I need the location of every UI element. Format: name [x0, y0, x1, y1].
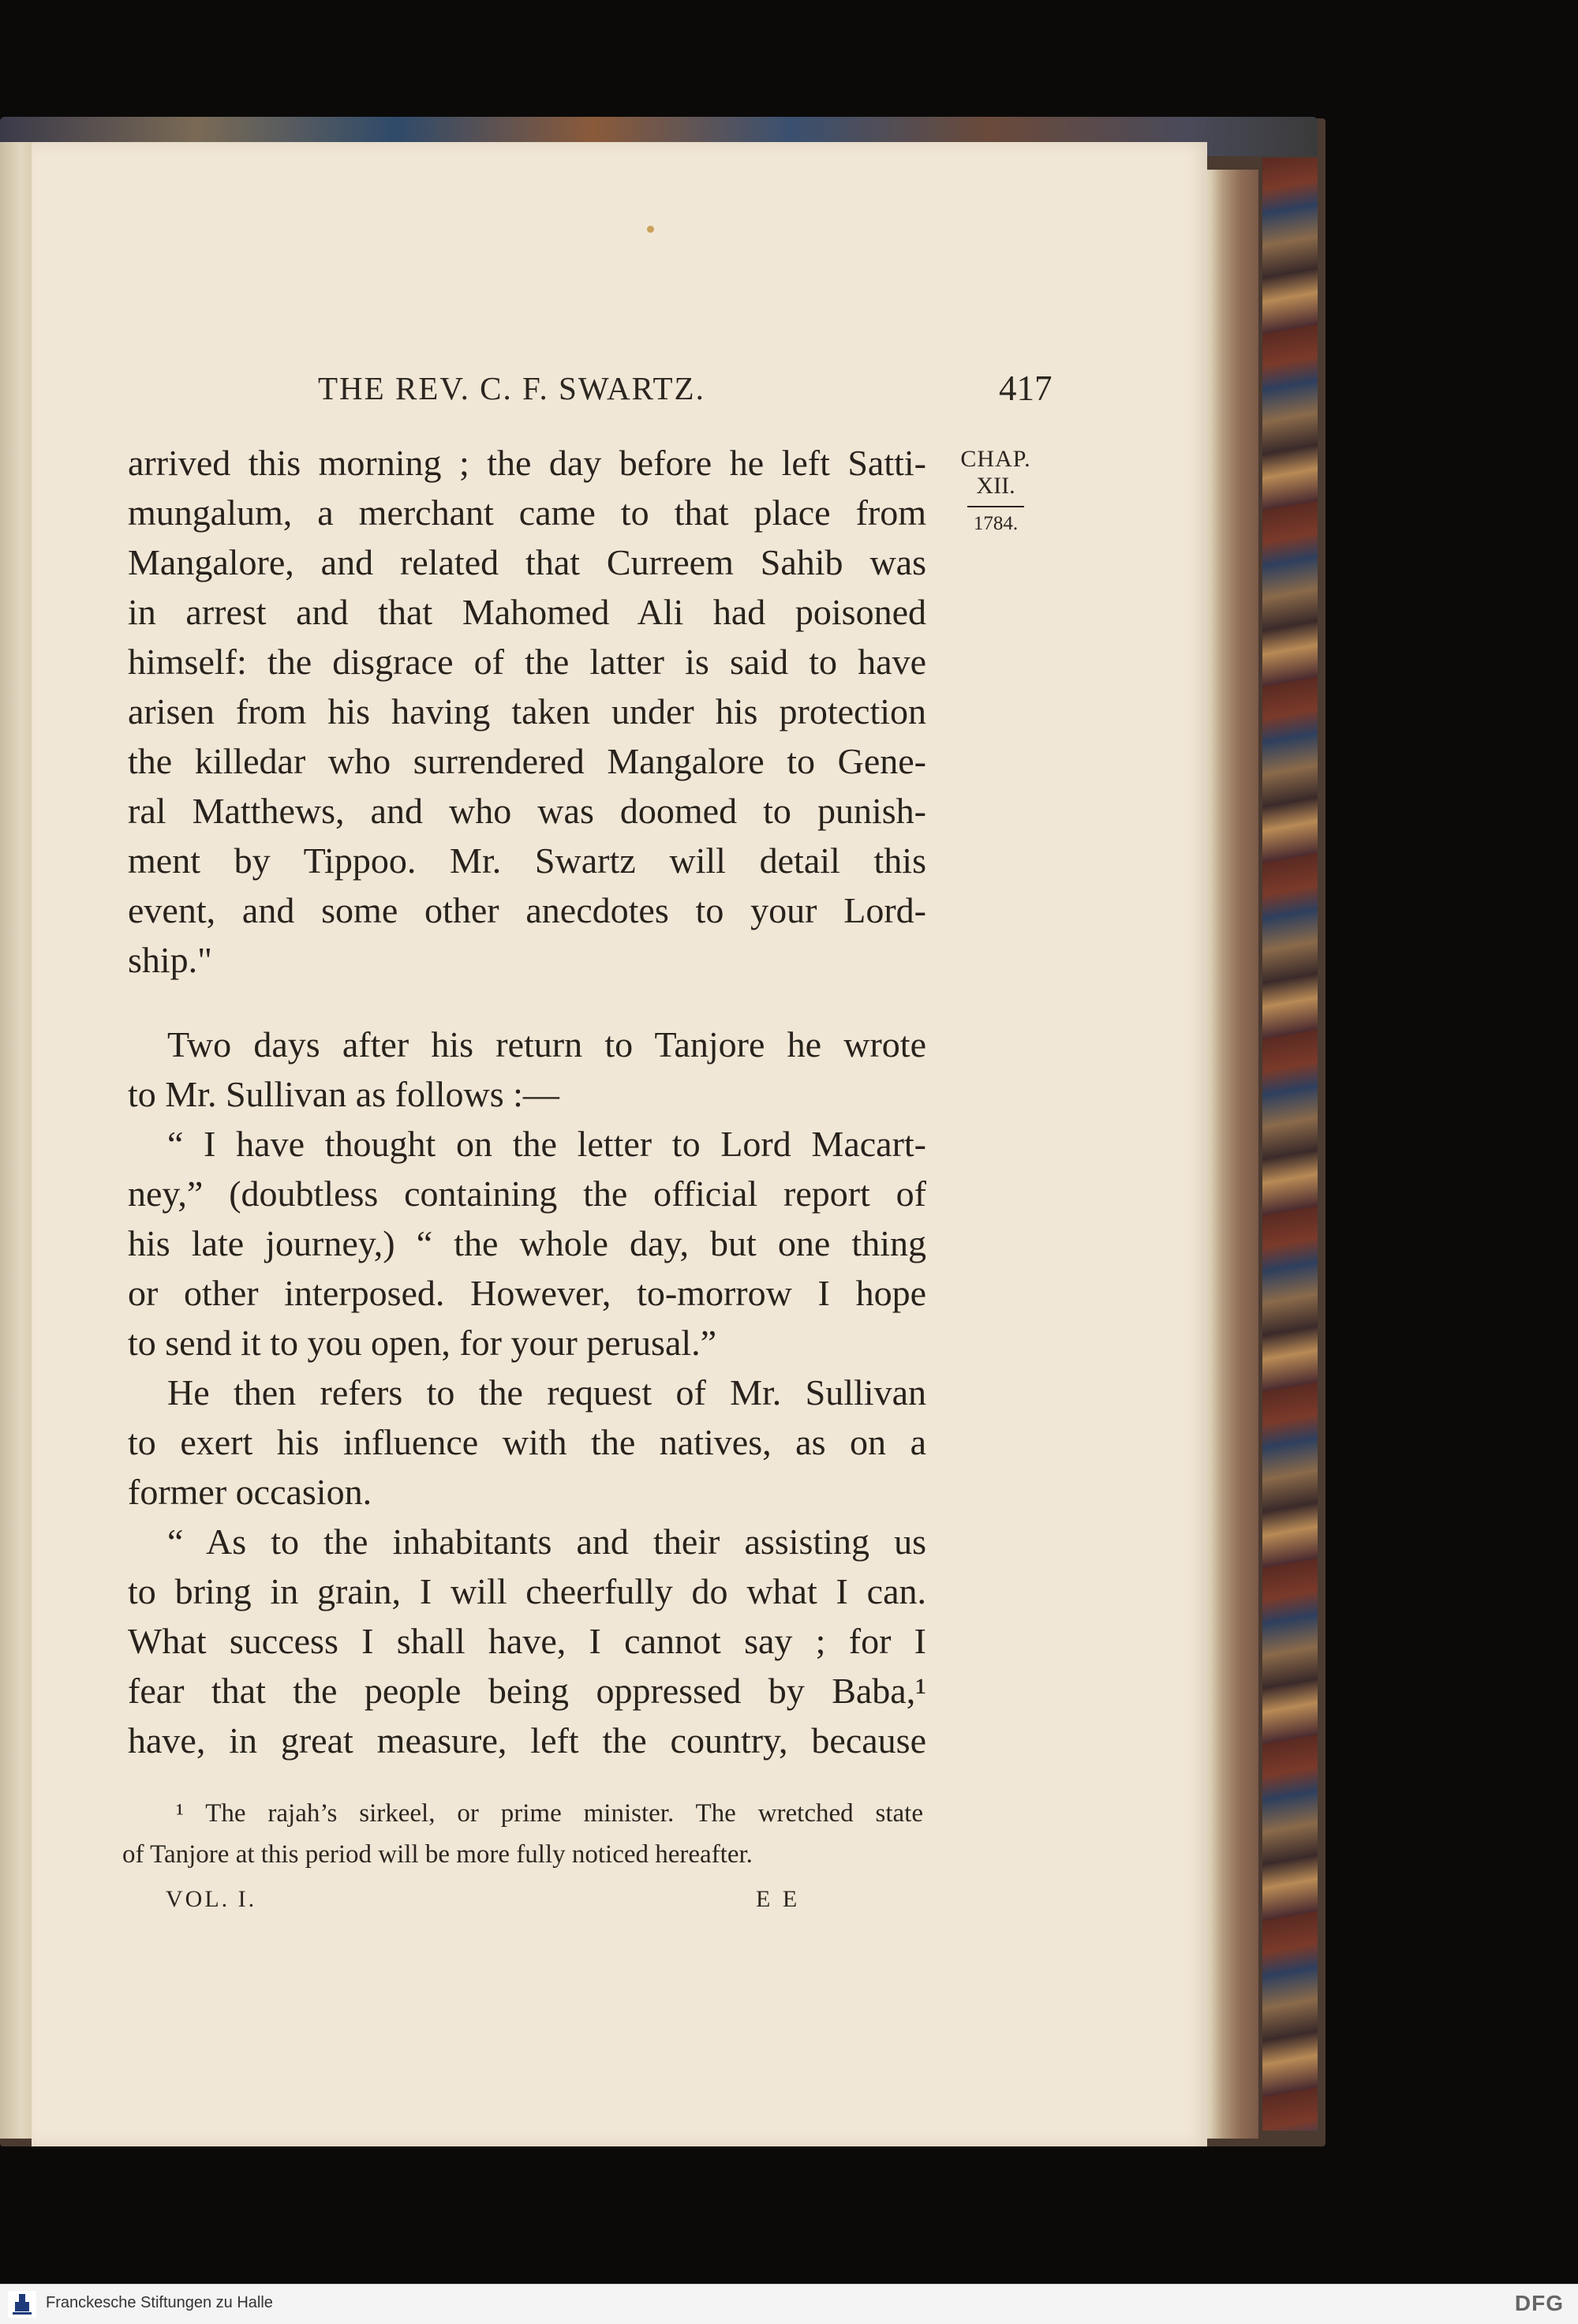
- text-line: have, in great measure, left the country, because: [128, 1720, 926, 1761]
- text-line: mungalum, a merchant came to that place from: [128, 492, 926, 533]
- text-line: What success I shall have, I cannot say ; for I: [128, 1621, 926, 1661]
- body-text: [128, 438, 926, 1765]
- text-line: or other interposed. However, to-morrow I hope: [128, 1273, 926, 1313]
- text-line: “ I have thought on the letter to Lord Macart-: [167, 1124, 926, 1164]
- text-line: fear that the people being oppressed by Baba,¹: [128, 1671, 926, 1711]
- margin-year: 1784.: [973, 513, 1019, 534]
- paragraph-gap: [128, 985, 926, 1020]
- text-line: the killedar who surrendered Mangalore to Gene-: [128, 741, 926, 781]
- margin-note: [956, 446, 1035, 536]
- text-line: himself: the disgrace of the latter is said to have: [128, 642, 926, 682]
- text-line: to bring in grain, I will cheerfully do what I can.: [128, 1571, 926, 1611]
- chapter-label: CHAP.: [960, 446, 1031, 472]
- text-line: in arrest and that Mahomed Ali had poisoned: [128, 592, 926, 632]
- marbled-edge-right: [1262, 158, 1318, 2131]
- institution-logo-icon: [8, 2291, 36, 2318]
- text-line: arrived this morning ; the day before he left Satti-: [128, 443, 926, 483]
- footnote-line: ¹ The rajah’s sirkeel, or prime minister. The wretched state: [176, 1799, 923, 1828]
- text-line: ment by Tippoo. Mr. Swartz will detail this: [128, 840, 926, 881]
- volume-signature: VOL. I.: [166, 1886, 257, 1912]
- page-number: 417: [999, 369, 1053, 408]
- page-speck: [647, 226, 654, 233]
- text-line: former occasion.: [128, 1472, 372, 1512]
- footer-bar: [0, 2284, 1578, 2324]
- text-line: event, and some other anecdotes to your Lord-: [128, 890, 926, 930]
- gutter-left: [0, 142, 36, 2139]
- footer-institution: Franckesche Stiftungen zu Halle: [46, 2294, 273, 2311]
- text-line: to Mr. Sullivan as follows :—: [128, 1074, 559, 1114]
- text-line: his late journey,) “ the whole day, but one thing: [128, 1223, 926, 1263]
- running-head: THE REV. C. F. SWARTZ.: [318, 370, 705, 406]
- text-line: ral Matthews, and who was doomed to punish-: [128, 791, 926, 831]
- text-line: to exert his influence with the natives, as on a: [128, 1422, 926, 1462]
- text-line: arisen from his having taken under his protection: [128, 691, 926, 732]
- signature-mark: E E: [756, 1886, 801, 1912]
- text-line: Mangalore, and related that Curreem Sahib was: [128, 542, 926, 582]
- footnotes: [122, 1793, 923, 1875]
- text-line: Two days after his return to Tanjore he wrote: [167, 1024, 926, 1065]
- text-line: ney,” (doubtless containing the official report of: [128, 1173, 926, 1214]
- text-line: “ As to the inhabitants and their assisting us: [167, 1521, 926, 1562]
- text-line: ship.": [128, 940, 212, 980]
- footnote-line: of Tanjore at this period will be more fully noticed hereafter.: [122, 1840, 753, 1869]
- text-line: He then refers to the request of Mr. Sullivan: [167, 1372, 926, 1413]
- text-line: to send it to you open, for your perusal.”: [128, 1323, 717, 1363]
- page-stack-edge: [1199, 170, 1258, 2139]
- margin-rule: [967, 506, 1024, 507]
- chapter-number: XII.: [976, 473, 1015, 499]
- dfg-logo: DFG: [1514, 2291, 1564, 2315]
